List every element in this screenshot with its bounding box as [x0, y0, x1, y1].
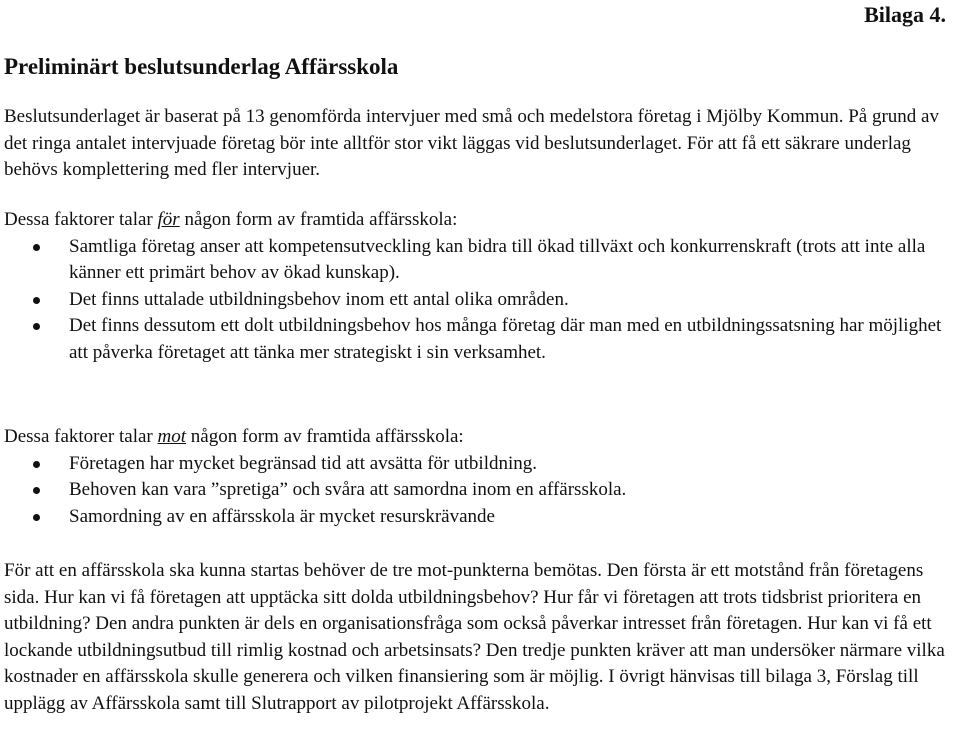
document-title: Preliminärt beslutsunderlag Affärsskola — [4, 54, 399, 79]
emphasis-mot: mot — [157, 426, 187, 447]
for-factors-list — [4, 234, 954, 367]
lead-text-after: någon form av framtida affärsskola: — [179, 209, 458, 230]
list-item-text: Det finns dessutom ett dolt utbildningsbehov hos många företag där man med en utbildningssatsning har möjlighet att påverka företaget att tänka mer strategiskt i sin verksamhet. — [69, 315, 942, 363]
list-item-text: Det finns uttalade utbildningsbehov inom ett antal olika områden. — [69, 288, 569, 310]
bullet-icon — [33, 297, 40, 304]
list-item-text: Företagen har mycket begränsad tid att avsätta för utbildning. — [69, 452, 537, 474]
emphasis-for: för — [157, 209, 180, 230]
list-item — [4, 451, 954, 478]
list-item-text: Behoven kan vara ”spretiga” och svåra att samordna inom en affärsskola. — [69, 479, 627, 500]
list-item — [4, 287, 954, 314]
list-item-text: Samordning av en affärsskola är mycket resurskrävande — [69, 505, 495, 527]
list-item-text: Samtliga företag anser att kompetensutveckling kan bidra till ökad tillväxt och konkurrenskraft (trots att inte alla känner ett primärt behov av ökad kunskap). — [69, 235, 926, 283]
appendix-label: Bilaga 4. — [864, 2, 946, 27]
lead-text-before: Dessa faktorer talar — [4, 209, 158, 230]
bullet-icon — [33, 461, 40, 468]
for-factors-lead — [4, 207, 954, 234]
lead-text-after: någon form av framtida affärsskola: — [186, 426, 464, 447]
list-item — [4, 504, 954, 531]
intro-paragraph: Beslutsunderlaget är baserat på 13 genomförda intervjuer med små och medelstora företag i Mjölby Kommun. På grund av det ringa antalet intervjuade företag bör inte alltför stor vikt läggas vid beslutsunderlaget. För att få ett säkrare underlag behövs komplettering med fler intervjuer. — [4, 106, 939, 180]
list-item — [4, 477, 954, 504]
against-factors-section — [4, 424, 954, 530]
lead-text-before: Dessa faktorer talar — [4, 426, 158, 447]
against-factors-list — [4, 451, 954, 531]
list-item — [4, 313, 954, 366]
bullet-icon — [33, 244, 40, 251]
conclusion-paragraph: För att en affärsskola ska kunna startas behöver de tre mot-punkterna bemötas. Den första är ett motstånd från företagens sida. Hur kan vi få företagen att upptäcka sitt dolda utbildningsbehov? Hur får vi företagen att trots tidsbrist prioritera en utbildning? Den andra punkten är dels en organisationsfråga som också påverkar intresset från företagen. Hur kan vi få ett lockande utbildningsutbud till rimlig kostnad och arbetsinsats? Den tredje punkten kräver att man undersöker närmare vilka kostnader en affärsskola skulle generera och vilken finansiering som är möjlig. I övrigt hänvisas till bilaga 3, Förslag till upplägg av Affärsskola samt till Slutrapport av pilotprojekt Affärsskola. — [4, 560, 945, 714]
list-item — [4, 234, 954, 287]
bullet-icon — [33, 487, 40, 494]
for-factors-section — [4, 207, 954, 366]
bullet-icon — [33, 323, 40, 330]
bullet-icon — [33, 514, 40, 521]
against-factors-lead — [4, 424, 954, 451]
